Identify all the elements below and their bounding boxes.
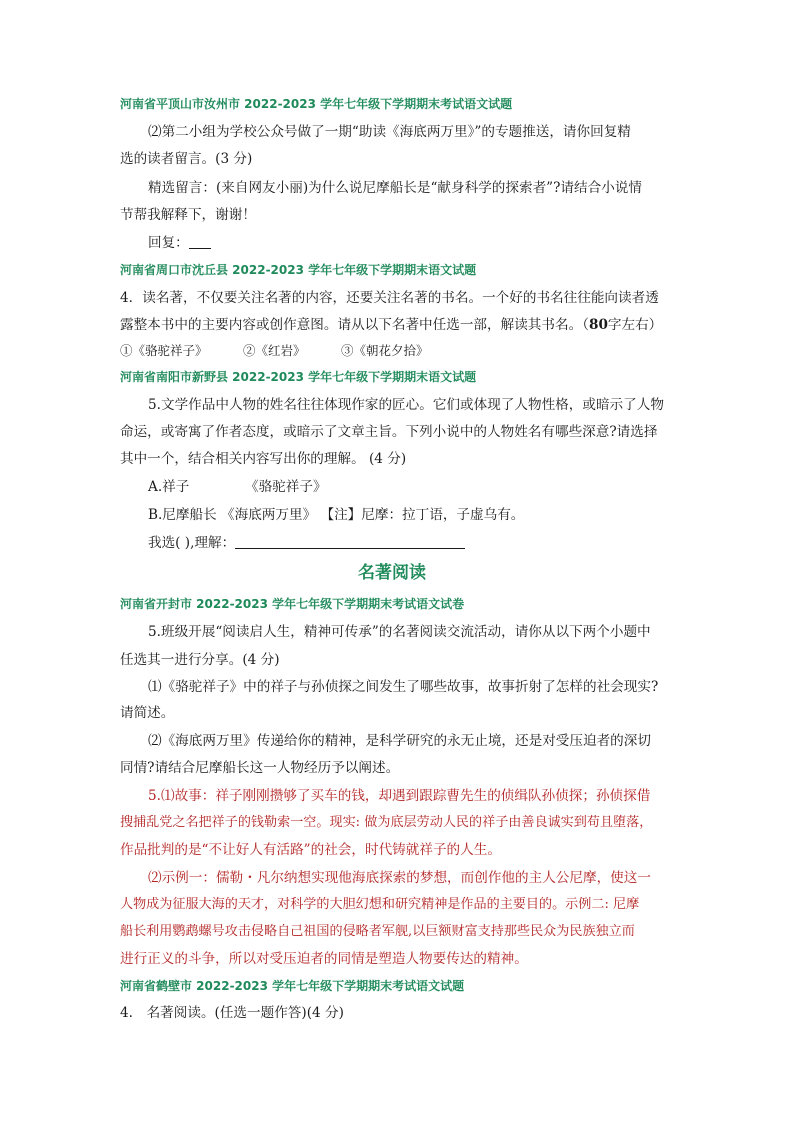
option-1: ①《骆驼祥子》	[120, 343, 208, 358]
source-heading: 河南省南阳市新野县 2022-2023 学年七年级下学期期末语文试题	[120, 370, 477, 384]
answer-text: ⑵示例一：儒勒・凡尔纳想实现他海底探索的梦想，而创作他的主人公尼摩，使这一	[148, 870, 651, 886]
question-text-part: 露整本书中的主要内容或创作意图。请从以下名著中任选一部，解读其书名。（	[120, 317, 589, 333]
sub-question-1: ⑴《骆驼祥子》中的祥子与孙侦探之间发生了哪些故事，故事折射了怎样的社会现实?	[148, 679, 659, 695]
answer-blank	[235, 534, 465, 549]
choose-label: 我选( ),理解：	[148, 535, 236, 551]
source-heading: 河南省平顶山市汝州市 2022-2023 学年七年级下学期期末考试语文试题	[120, 97, 513, 111]
section-title: 名著阅读	[358, 563, 426, 583]
question-text: 5.文学作品中人物的姓名往往体现作家的匠心。它们或体现了人物性格，或暗示了人物	[148, 397, 664, 413]
reader-message: 精选留言：(来自网友小丽)为什么说尼摩船长是“献身科学的探索者”?请结合小说情	[148, 180, 642, 196]
answer-text: 搜捕乱党之名把祥子的钱勒索一空。现实: 做为底层劳动人民的祥子由善良诚实到苟且堕落，	[120, 815, 653, 830]
option-2: ②《红岩》	[243, 343, 306, 358]
option-a-name: A.祥子	[148, 479, 190, 495]
option-b: B.尼摩船长 《海底两万里》 【注】尼摩：拉丁语，子虚乌有。	[148, 507, 525, 523]
choose-line	[148, 533, 465, 553]
question-text-part: 字左右）	[607, 317, 663, 333]
question-text: 4．读名著，不仅要关注名著的内容，还要关注名著的书名。一个好的书名往往能向读者透	[120, 290, 659, 306]
question-text: 任选其一进行分享。(4 分)	[120, 652, 280, 668]
option-a-book: 《骆驼祥子》	[245, 479, 327, 495]
question-text: 命运，或寄寓了作者态度，或暗示了文章主旨。下列小说中的人物姓名有哪些深意?请选择	[120, 424, 658, 440]
reply-label: 回复：	[148, 235, 189, 251]
sub-question-2: ⑵《海底两万里》传递给你的精神，是科学研究的永无止境，还是对受压迫者的深切	[148, 733, 651, 749]
source-heading: 河南省周口市沈丘县 2022-2023 学年七年级下学期期末语文试题	[120, 263, 477, 277]
question-text: 5.班级开展“阅读启人生，精神可传承”的名著阅读交流活动，请你从以下两个小题中	[148, 624, 651, 640]
answer-text: 人物成为征服大海的天才，对科学的大胆幻想和研究精神是作品的主要目的。示例二: 尼摩	[120, 897, 640, 912]
answer-text: 船长利用鹦鹉螺号攻击侵略自己祖国的侵略者军舰,以巨额财富支持那些民众为民族独立而	[120, 924, 635, 939]
question-text: 选的读者留言。(3 分)	[120, 151, 253, 167]
word-count: 80	[588, 317, 608, 333]
answer-text: 作品批判的是“不让好人有活路”的社会，时代铸就祥子的人生。	[120, 842, 501, 858]
reply-line	[148, 233, 211, 253]
source-heading: 河南省鹤壁市 2022-2023 学年七年级下学期期末考试语文试题	[120, 979, 465, 993]
reader-message: 节帮我解释下，谢谢！	[120, 207, 256, 223]
question-text	[120, 315, 662, 335]
question-text: ⑵第二小组为学校公众号做了一期“助读《海底两万里》”的专题推送，请你回复精	[148, 124, 631, 140]
answer-text: 进行正义的斗争，所以对受压迫者的同情是塑造人物要传达的精神。	[120, 951, 528, 967]
answer-text: 5.⑴故事：祥子刚刚攒够了买车的钱，却遇到跟踪曹先生的侦缉队孙侦探；孙侦探借	[148, 788, 651, 804]
sub-question-1: 请简述。	[120, 705, 175, 721]
option-3: ③《朝花夕拾》	[341, 343, 429, 358]
question-text: 其中一个，结合相关内容写出你的理解。 (4 分)	[120, 451, 407, 467]
sub-question-2: 同情?请结合尼摩船长这一人物经历予以阐述。	[120, 760, 400, 776]
answer-blank	[189, 234, 211, 249]
source-heading: 河南省开封市 2022-2023 学年七年级下学期期末考试语文试卷	[120, 597, 465, 611]
question-text: 4. 名著阅读。(任选一题作答)(4 分)	[120, 1005, 344, 1021]
